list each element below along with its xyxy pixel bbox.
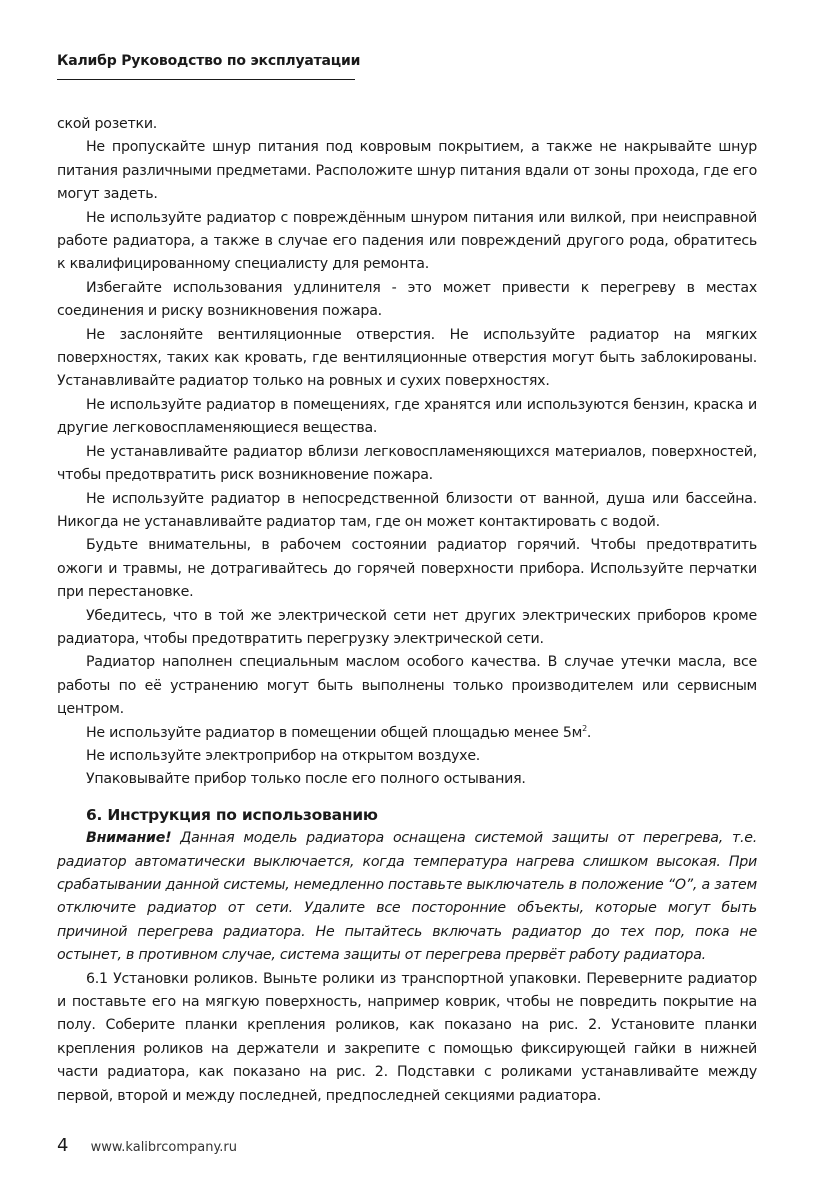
warning-text: Данная модель радиатора оснащена системой защиты от перегрева, т.е. радиатор автоматически выключается, когда температура нагрева слишком высокая. При срабатывании данной системы, немедленно поставьте выключатель в положение “О”, а затем отключите радиатор от сети. Удалите все посторонние объекты, которые могут быть причиной перегрева радиатора. Не пытайтесь включать радиатор до тех пор, пока не остынет, в противном случае, система защиты от перегрева прервёт работу радиатора. — [57, 830, 757, 964]
paragraph: Радиатор наполнен специальным маслом особого качества. В случае утечки масла, все работы по её устранению могут быть выполнены только производителем или сервисным центром. — [57, 654, 757, 718]
page-body — [57, 113, 757, 1108]
running-header: Калибр Руководство по эксплуатации — [57, 53, 361, 69]
paragraph: Не используйте электроприбор на открытом воздухе. — [86, 747, 481, 764]
paragraph: Будьте внимательны, в рабочем состоянии радиатор горячий. Чтобы предотвратить ожоги и травмы, не дотрагивайтесь до горячей поверхности прибора. Используйте перчатки при перестановке. — [57, 537, 757, 601]
warning-label: Внимание! — [86, 830, 172, 847]
paragraph: Не используйте радиатор в непосредственной близости от ванной, душа или бассейна. Никогда не устанавливайте радиатор там, где он может контактировать с водой. — [57, 490, 757, 530]
paragraph-text: . — [586, 724, 592, 741]
paragraph: Не пропускайте шнур питания под ковровым покрытием, а также не накрывайте шнур питания различными предметами. Расположите шнур питания вдали от зоны прохода, где его могут задеть. — [57, 139, 757, 203]
page-number: 4 — [57, 1135, 69, 1156]
paragraph: ской розетки. — [57, 116, 158, 132]
paragraph: Не используйте радиатор с повреждённым шнуром питания или вилкой, при неисправной работе радиатора, а также в случае его падения или повреждений другого рода, обратитесь к квалифицированному специалисту для ремонта. — [57, 209, 757, 273]
website-url: www.kalibrcompany.ru — [90, 1140, 238, 1155]
paragraph: Избегайте использования удлинителя - это может привести к перегреву в местах соединения и риску возникновения пожара. — [57, 279, 757, 320]
superscript: 2 — [582, 723, 587, 733]
paragraph: 6.1 Установки роликов. Выньте ролики из транспортной упаковки. Переверните радиатор и поставьте его на мягкую поверхность, например коврик, чтобы не повредить покрытие на полу. Соберите планки крепления роликов, как показано на рис. 2. Установите планки крепления роликов на держатели и закрепите с помощью фиксирующей гайки в нижней части радиатора, как показано на рис. 2. Подставки с роликами устанавливайте между первой, второй и между последней, предпоследней секциями радиатора. — [57, 970, 757, 1104]
header-rule — [57, 79, 355, 80]
paragraph: Не устанавливайте радиатор вблизи легковоспламеняющихся материалов, поверхностей, чтобы предотвратить риск возникновение пожара. — [57, 443, 757, 484]
page-footer — [57, 1135, 237, 1156]
paragraph-text: Не используйте радиатор в помещении общей площадью менее 5м — [86, 724, 583, 741]
paragraph — [57, 722, 757, 745]
paragraph: Упаковывайте прибор только после его полного остывания. — [86, 771, 526, 788]
section-heading: 6. Инструкция по использованию — [86, 805, 378, 824]
warning-paragraph — [57, 827, 757, 967]
paragraph: Не заслоняйте вентиляционные отверстия. Не используйте радиатор на мягких поверхностях, таких как кровать, где вентиляционные отверстия могут быть заблокированы. Устанавливайте радиатор только на ровных и сухих поверхностях. — [57, 326, 757, 390]
paragraph: Убедитесь, что в той же электрической сети нет других электрических приборов кроме радиатора, чтобы предотвратить перегрузку электрической сети. — [57, 607, 757, 647]
paragraph: Не используйте радиатор в помещениях, где хранятся или используются бензин, краска и другие легковоспламеняющиеся вещества. — [57, 396, 757, 437]
